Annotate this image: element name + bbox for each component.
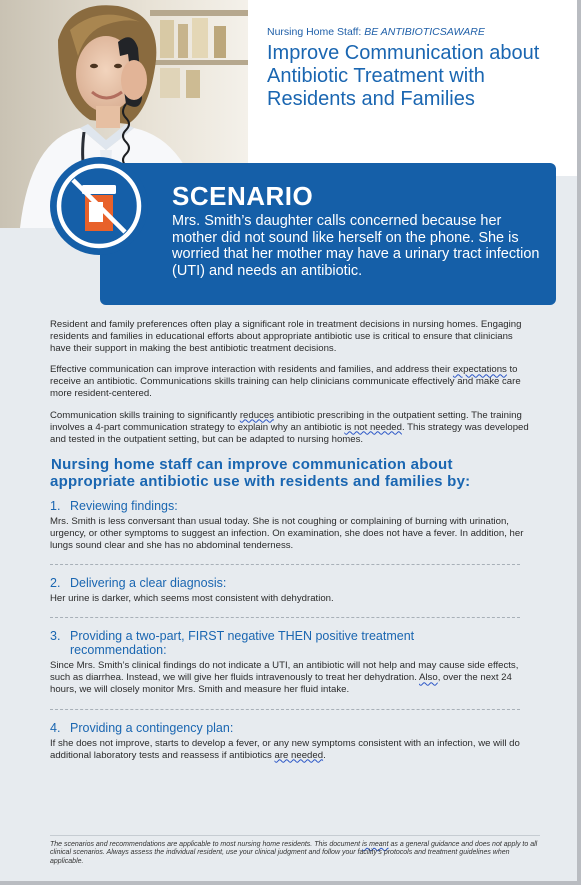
step-3-text-c: , over the next 24 hours, we will closely monitor Mrs. Smith and measure her fluid intake. (50, 672, 512, 696)
section-heading: Nursing home staff can improve communication about appropriate antibiotic use with residents and families by: (50, 455, 471, 491)
footnote-flagged-phrase: is meant (362, 841, 389, 848)
divider (50, 709, 520, 710)
intro-paragraph-2 (50, 364, 534, 400)
step-3-number: 3. (50, 629, 61, 644)
step-2 (50, 576, 534, 605)
step-2-title-text: Delivering a clear diagnosis: (70, 576, 227, 591)
step-4-text-a: If she does not improve, starts to develop a fever, or any new symptoms consistent with an infection, we will do additional laboratory tests and reassess if antibiotics (50, 737, 520, 761)
step-2-number: 2. (50, 576, 61, 591)
step-3 (50, 629, 534, 696)
footnote (50, 841, 540, 866)
step-3-flagged-word: Also (419, 672, 438, 684)
scenario-text: Mrs. Smith’s daughter calls concerned because her mother did not sound like herself on the phone. She is worried that her mother may have a urinary tract infection (UTI) and needs an antibiotic. (172, 213, 540, 279)
intro-p3-flagged-word: reduces (239, 409, 274, 421)
step-3-title-line-1: Providing a two-part, FIRST negative THEN positive treatment (70, 629, 415, 644)
intro-p2-text-c: to receive an antibiotic. Communications skills training can help clinicians communicate effectively and make care more resident-centered. (50, 364, 521, 400)
step-1 (50, 499, 534, 552)
header (267, 26, 567, 111)
kicker-campaign: BE ANTIBIOTICSAWARE (364, 26, 485, 38)
step-3-title (50, 629, 534, 657)
intro-p3-text-a: Communication skills training to significantly (50, 409, 240, 421)
no-pill-bottle-icon (49, 156, 149, 256)
intro-p2-flagged-word: expectations (452, 364, 507, 376)
intro-p2-text-a: Effective communication can improve interaction with residents and families, and address their (50, 364, 453, 376)
step-2-title (50, 576, 534, 590)
step-2-text: Her urine is darker, which seems most consistent with dehydration. (50, 593, 334, 605)
step-4-number: 4. (50, 720, 61, 735)
kicker-prefix: Nursing Home Staff: (267, 26, 365, 38)
step-3-text-a: Since Mrs. Smith’s clinical findings do not indicate a UTI, an antibiotic will not help and may cause side effects, such as diarrhea. Instead, we will give her fluids intravenously to treat her dehydration. (50, 660, 519, 684)
scenario-box (100, 163, 556, 305)
intro-p3-flagged-phrase: is not needed (344, 421, 402, 433)
divider (50, 617, 520, 618)
intro-paragraph-3 (50, 410, 534, 446)
intro-paragraph-1: Resident and family preferences often play a significant role in treatment decisions in nursing homes. Engaging residents and families in educational efforts about appropriate antibiotic use is critical to ensure that clinicians have their support in making the best antibiotic treatment decisions. (50, 319, 522, 355)
step-3-title-line-2: recommendation: (70, 643, 167, 658)
footnote-text-a: The scenarios and recommendations are applicable to most nursing home residents. This document (50, 841, 363, 848)
step-4-text-c: . (323, 749, 326, 761)
step-1-title (50, 499, 534, 513)
page-title: Improve Communication about Antibiotic Treatment with Residents and Families (267, 42, 540, 110)
step-4-text (50, 738, 534, 762)
footnote-divider (50, 835, 540, 836)
footnote-text-c: as a general guidance and does not apply to all clinical scenarios. Always assess the individual resident, use your clinical judgment and follow your facility’s protocols and treatment guidelines when applicable. (50, 841, 538, 865)
intro-p3-text-c: antibiotic prescribing in the outpatient setting. The training involves a 4-part communication strategy to explain why an antibiotic (50, 409, 522, 433)
intro-p3-text-e: . This strategy was developed and tested in the outpatient setting, but can be adapted to nursing homes. (50, 421, 529, 445)
step-4-flagged-phrase: are needed (274, 749, 324, 761)
step-1-text: Mrs. Smith is less conversant than usual today. She is not coughing or complaining of burning with urination, urgency, or other symptoms to suggest an infection. On examination, she does not have a fever. In addition, her lungs sound clear and she has no abdominal tenderness. (50, 515, 524, 552)
step-1-number: 1. (50, 498, 61, 513)
body-content (50, 319, 534, 762)
scenario-heading: SCENARIO (172, 181, 314, 211)
step-3-text (50, 660, 534, 696)
kicker-line (267, 26, 567, 39)
step-1-title-text: Reviewing findings: (70, 498, 178, 513)
step-4-title (50, 721, 534, 735)
divider (50, 564, 520, 565)
step-4 (50, 721, 534, 762)
step-4-title-text: Providing a contingency plan: (70, 720, 234, 735)
